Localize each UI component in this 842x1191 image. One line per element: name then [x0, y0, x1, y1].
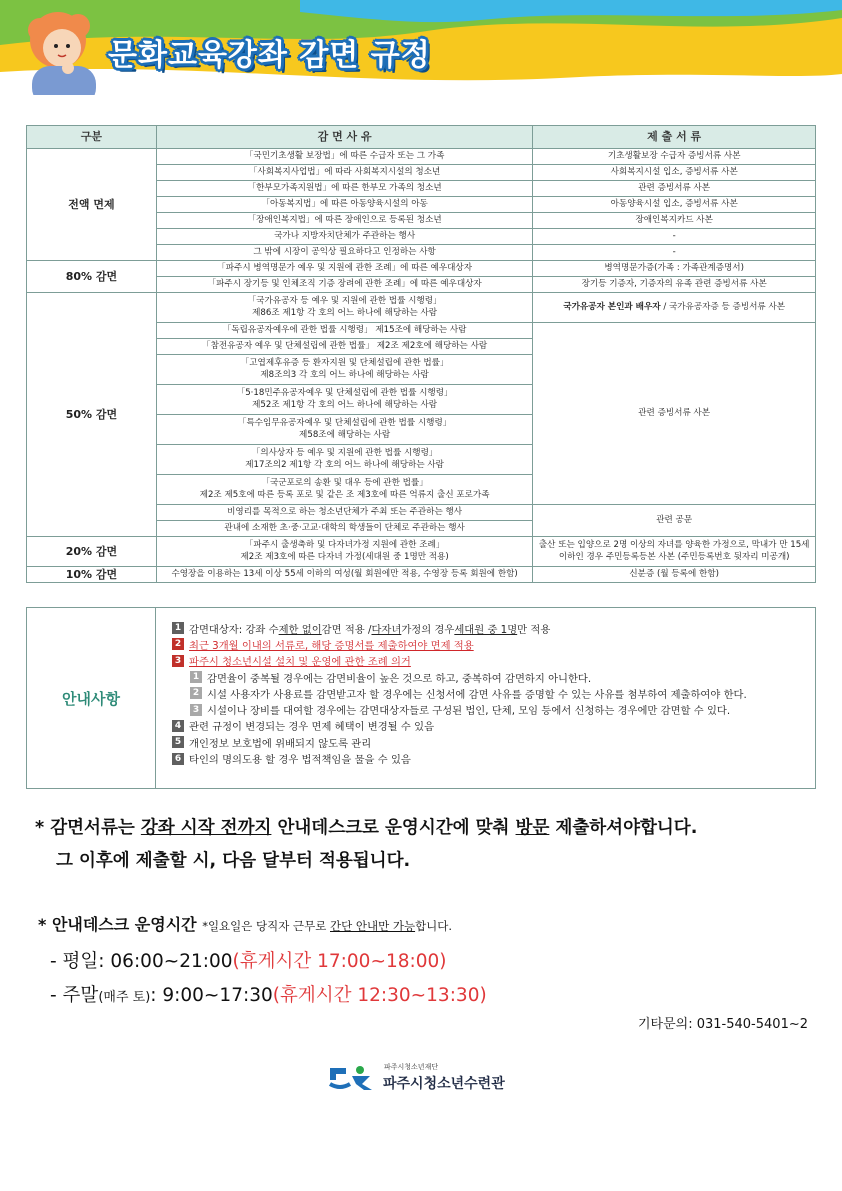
number-badge: 2: [172, 638, 184, 650]
desk-title-text: * 안내데스크 운영시간: [38, 915, 203, 934]
table-row: [27, 537, 816, 567]
table-header-row: [27, 126, 816, 149]
break-text: (휴게시간 12:30~13:30): [272, 985, 487, 1006]
hours-text: : 9:00~17:30: [150, 985, 273, 1006]
reason-line: 제8조의3 각 호의 어느 하나에 해당하는 사람: [260, 369, 429, 380]
notice-item-1: [172, 620, 802, 636]
org-parent-name: 파주시청소년재단: [384, 1063, 439, 1071]
reason-line: 제17조의2 제1항 각 호의 어느 하나에 해당하는 사람: [245, 459, 444, 470]
notice-box: [26, 607, 816, 789]
reason-cell: 「장애인복지법」에 따른 장애인으로 등록된 청소년: [156, 213, 533, 229]
header-documents: 제 출 서 류: [533, 126, 816, 149]
category-full: 전액 면제: [27, 149, 157, 261]
reason-cell: [156, 355, 533, 385]
reason-cell: 비영리를 목적으로 하는 청소년단체가 주최 또는 주관하는 행사: [156, 505, 533, 521]
reason-line: 「특수임무유공자예우 및 단체설립에 관한 법률 시행령」: [237, 418, 452, 428]
header-category: 구분: [27, 126, 157, 149]
number-badge: 6: [172, 753, 184, 765]
document-cell: [533, 537, 816, 567]
document-cell: 장애인복지카드 사본: [533, 213, 816, 229]
reason-line: 「고엽제후유증 등 환자지원 및 단체설립에 관한 법률」: [240, 358, 449, 368]
reason-line: 제52조 제1항 각 호의 어느 하나에 해당하는 사람: [252, 399, 438, 410]
category-20: 20% 감면: [27, 537, 157, 567]
document-cell: 관련 증빙서류 사본: [533, 323, 816, 505]
reason-cell: 「한부모가족지원법」에 따른 한부모 가족의 청소년: [156, 181, 533, 197]
reason-cell: [156, 293, 533, 323]
reason-line: 「국가유공자 등 예우 및 지원에 관한 법률 시행령」: [247, 296, 442, 306]
notice-text: 타인의 명의도용 할 경우 법적책임을 물을 수 있음: [189, 754, 411, 767]
document-cell: 사회복지시설 입소, 증빙서류 사본: [533, 165, 816, 181]
notice-label: 안내사항: [27, 608, 156, 788]
reason-cell: 「파주시 병역명문가 예우 및 지원에 관한 조례」에 따른 예우대상자: [156, 261, 533, 277]
notice-text: 감면대상자: 강좌 수: [189, 623, 279, 636]
category-80: 80% 감면: [27, 261, 157, 293]
reason-cell: 「아동복지법」에 따른 아동양육시설의 아동: [156, 197, 533, 213]
discount-table: [26, 125, 816, 583]
reason-cell: 관내에 소재한 초·중·고교·대학의 학생들이 단체로 주관하는 행사: [156, 521, 533, 537]
document-bold: 국가유공자 본인과 배우자: [563, 301, 661, 312]
reason-cell: 「국민기초생활 보장법」에 따른 수급자 또는 그 가족: [156, 149, 533, 165]
notice-text: 감면율이 중복될 경우에는 감면비율이 높은 것으로 하고, 중복하여 감면하지 아니한다.: [207, 672, 592, 685]
document-cell: 장기등 기증자, 기증자의 유족 관련 증빙서류 사본: [533, 277, 816, 293]
notice-text: 최근 3개월 이내의 서류로, 해당 증명서를 제출하여야 면제 적용: [189, 639, 474, 652]
document-cell: -: [533, 245, 816, 261]
document-cell: 기초생활보장 수급자 증빙서류 사본: [533, 149, 816, 165]
notice-text: 시설이나 장비를 대여할 경우에는 감면대상자들로 구성된 법인, 단체, 모임 등에서 신청하는 경우에만 감면할 수 있다.: [207, 705, 731, 718]
notice-subitem-1: [172, 669, 802, 685]
org-name: 파주시청소년수련관: [383, 1076, 505, 1092]
desk-note-text: 합니다.: [415, 919, 453, 933]
category-50: 50% 감면: [27, 293, 157, 537]
reason-cell: [156, 537, 533, 567]
header-reason: 감 면 사 유: [156, 126, 533, 149]
note-text: 제출하셔야합니다.: [549, 818, 698, 838]
number-badge: 3: [190, 704, 202, 716]
reason-cell: [156, 445, 533, 475]
reason-line: 제58조에 해당하는 사람: [299, 429, 391, 440]
number-badge: 4: [172, 720, 184, 732]
notice-item-3: [172, 653, 802, 669]
notice-item-5: [172, 734, 802, 750]
notice-text: 세대원 중 1명: [454, 623, 518, 636]
notice-subitem-3: [172, 701, 802, 717]
notice-list: [172, 620, 802, 767]
reason-line: 「파주시 출생축하 및 다자녀가정 지원에 관한 조례」: [244, 540, 445, 550]
document-cell: -: [533, 229, 816, 245]
reason-line: 제86조 제1항 각 호의 어느 하나에 해당하는 사람: [252, 307, 438, 318]
reason-line: 「의사상자 등 예우 및 지원에 관한 법률 시행령」: [251, 448, 438, 458]
reason-cell: 「사회복지사업법」에 따라 사회복지시설의 청소년: [156, 165, 533, 181]
notice-text: 가정의 경우: [401, 623, 455, 636]
category-10: 10% 감면: [27, 567, 157, 583]
table-row: [27, 293, 816, 323]
notice-text: 파주시 청소년시설 설치 및 운영에 관한 조례 의거: [189, 656, 411, 669]
weekday-hours: [50, 947, 446, 973]
note-text: * 감면서류는: [35, 818, 141, 838]
document-cell: 관련 공문: [533, 505, 816, 537]
break-text: (휴게시간 17:00~18:00): [232, 951, 447, 972]
reason-line: 제2조 제3호에 따른 다자녀 가정(세대원 중 1명만 적용): [240, 551, 449, 562]
header-banner: [0, 0, 842, 95]
notice-text: 관련 규정이 변경되는 경우 면제 혜택이 변경될 수 있음: [189, 721, 435, 734]
weekend-hours: [50, 981, 487, 1007]
notice-text: 시설 사용자가 사용료를 감면받고자 할 경우에는 신청서에 감면 사유를 증명할 수 있는 사유를 첨부하여 제출하여야 한다.: [207, 688, 747, 701]
reason-line: 제2조 제5호에 따른 등록 포로 및 같은 조 제3호에 따른 억류지 출신 포로가족: [199, 489, 490, 500]
document-line: 출산 또는 입양으로 2명 이상의 자녀를 양육한 가정으로, 막내가 만 15세: [538, 540, 810, 550]
desk-note-text: 간단 안내만 가능: [330, 919, 416, 933]
note-text: 방문: [515, 818, 550, 838]
desk-note-text: *일요일은 당직자 근무로: [202, 919, 330, 933]
note-text: 안내데스크로 운영시간에 맞춰: [271, 818, 516, 838]
document-rest: / 국가유공자증 등 증빙서류 사본: [660, 301, 786, 312]
reason-cell: [156, 475, 533, 505]
reason-cell: [156, 385, 533, 415]
contact-info: 기타문의: 031-540-5401~2: [638, 1017, 808, 1032]
number-badge: 2: [190, 687, 202, 699]
notice-text: 감면 적용 /: [321, 623, 372, 636]
notice-text: 다자녀: [371, 623, 402, 636]
reason-line: 「5·18민주유공자예우 및 단체설립에 관한 법률 시행령」: [236, 388, 453, 398]
notice-item-6: [172, 750, 802, 766]
notice-text: 개인정보 보호법에 위배되지 않도록 관리: [189, 737, 372, 750]
document-cell: 아동양육시설 입소, 증빙서류 사본: [533, 197, 816, 213]
reason-cell: 「독립유공자예우에 관한 법률 시행령」 제15조에 해당하는 사람: [156, 323, 533, 339]
hours-text: - 평일: 06:00~21:00: [50, 951, 233, 972]
hours-text: - 주말: [50, 985, 99, 1006]
reason-cell: 국가나 지방자치단체가 주관하는 행사: [156, 229, 533, 245]
submission-note-line1: [35, 814, 697, 839]
reason-cell: [156, 415, 533, 445]
document-cell: 관련 증빙서류 사본: [533, 181, 816, 197]
number-badge: 1: [172, 622, 184, 634]
desk-hours-title: [38, 912, 452, 935]
reason-cell: 그 밖에 시장이 공익상 필요하다고 인정하는 사항: [156, 245, 533, 261]
table-row: [27, 261, 816, 277]
reason-line: 「국군포로의 송환 및 대우 등에 관한 법률」: [261, 478, 428, 488]
document-cell: [533, 293, 816, 323]
document-line: 이하인 경우 주민등록등본 사본 (주민등록번호 뒷자리 미공개): [558, 551, 790, 562]
table-row: [27, 149, 816, 165]
reason-cell: 「참전유공자 예우 및 단체설립에 관한 법률」 제2조 제2호에 해당하는 사람: [156, 339, 533, 355]
org-logo-icon: [326, 1062, 378, 1092]
number-badge: 1: [190, 671, 202, 683]
hours-text: (매주 토): [98, 990, 151, 1005]
notice-text: 만 적용: [517, 623, 551, 636]
submission-note-line2: 그 이후에 제출할 시, 다음 달부터 적용됩니다.: [56, 851, 411, 871]
page-title: 문화교육강좌 감면 규정: [108, 38, 431, 73]
notice-text: 제한 없이: [278, 623, 322, 636]
notice-item-2: [172, 636, 802, 652]
table-row: [27, 567, 816, 583]
notice-item-4: [172, 718, 802, 734]
number-badge: 3: [172, 655, 184, 667]
reason-cell: 「파주시 장기등 및 인체조직 기증 장려에 관한 조례」에 따른 예우대상자: [156, 277, 533, 293]
notice-subitem-2: [172, 685, 802, 701]
note-text: 강좌 시작 전까지: [140, 818, 272, 838]
document-cell: 병역명문가증(가족 : 가족관계증명서): [533, 261, 816, 277]
reason-cell: 수영장을 이용하는 13세 이상 55세 이하의 여성(월 회원에만 적용, 수영장 등록 회원에 한함): [156, 567, 533, 583]
document-cell: 신분증 (월 등록에 한함): [533, 567, 816, 583]
number-badge: 5: [172, 736, 184, 748]
